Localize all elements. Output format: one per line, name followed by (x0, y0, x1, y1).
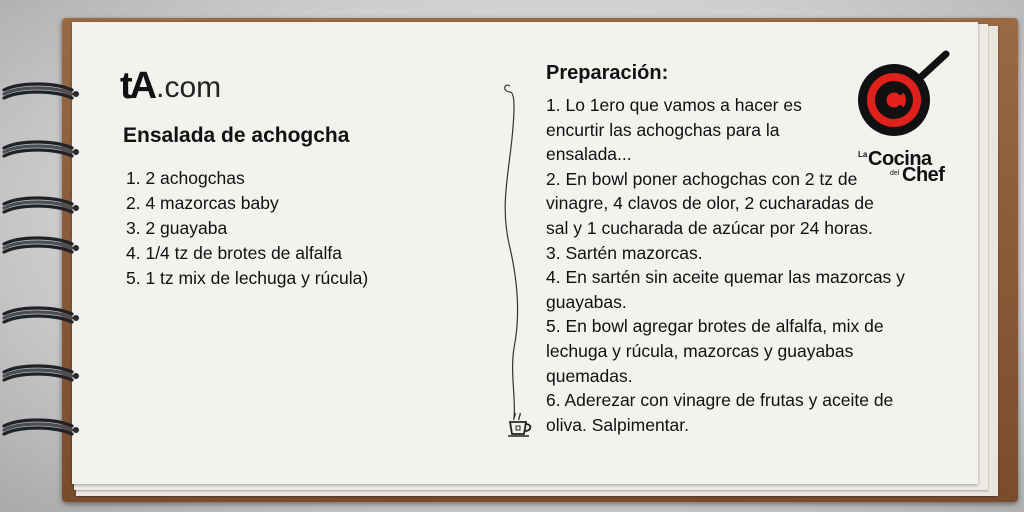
site-logo (120, 64, 222, 107)
teacup-icon (505, 412, 535, 438)
curly-divider-icon (496, 78, 536, 428)
step-item: 6. Aderezar con vinagre de frutas y aceite de oliva. Salpimentar. (546, 390, 894, 435)
step-item: 4. En sartén sin aceite quemar las mazorcas y guayabas. (546, 267, 905, 312)
recipe-title: Ensalada de achogcha (123, 124, 350, 147)
ingredient-item: 3. 2 guayaba (126, 218, 228, 238)
step-item: 3. Sartén mazorcas. (546, 242, 703, 263)
spiral-ring-icon (4, 308, 79, 322)
ingredient-item: 2. 4 mazorcas baby (126, 193, 279, 213)
spiral-ring-icon (4, 366, 79, 380)
step-item: 1. Lo 1ero que vamos a hacer es encurtir las achogchas para la ensalada... (546, 95, 802, 165)
spiral-binding (0, 0, 90, 512)
spiral-ring-icon (4, 238, 79, 252)
spiral-ring-icon (4, 142, 79, 156)
spiral-ring-icon (4, 420, 79, 434)
chef-logo-del: del (890, 170, 900, 177)
step-item: 5. En bowl agregar brotes de alfalfa, mix de lechuga y rúcula, mazorcas y guayabas quemadas. (546, 316, 884, 386)
ingredient-item: 4. 1/4 tz de brotes de alfalfa (126, 243, 342, 263)
preparation-title: Preparación: (546, 62, 669, 84)
ingredient-item: 5. 1 tz mix de lechuga y rúcula) (126, 268, 369, 288)
chef-logo-chef: Chef (902, 164, 945, 186)
logo-suffix: .com (156, 71, 222, 104)
chef-logo-la: La (858, 150, 868, 159)
spiral-ring-icon (4, 84, 79, 98)
logo-mark: tA (120, 65, 155, 107)
chef-logo-cocina: Cocina (868, 148, 932, 170)
step-item: 2. En bowl poner achogchas con 2 tz de vinagre, 4 clavos de olor, 2 cucharadas de sal y 1 cucharada de azúcar por 24 horas. (546, 168, 874, 238)
ingredients-list (126, 166, 368, 291)
spiral-ring-icon (4, 198, 79, 212)
ingredient-item: 1. 2 achogchas (126, 168, 245, 188)
